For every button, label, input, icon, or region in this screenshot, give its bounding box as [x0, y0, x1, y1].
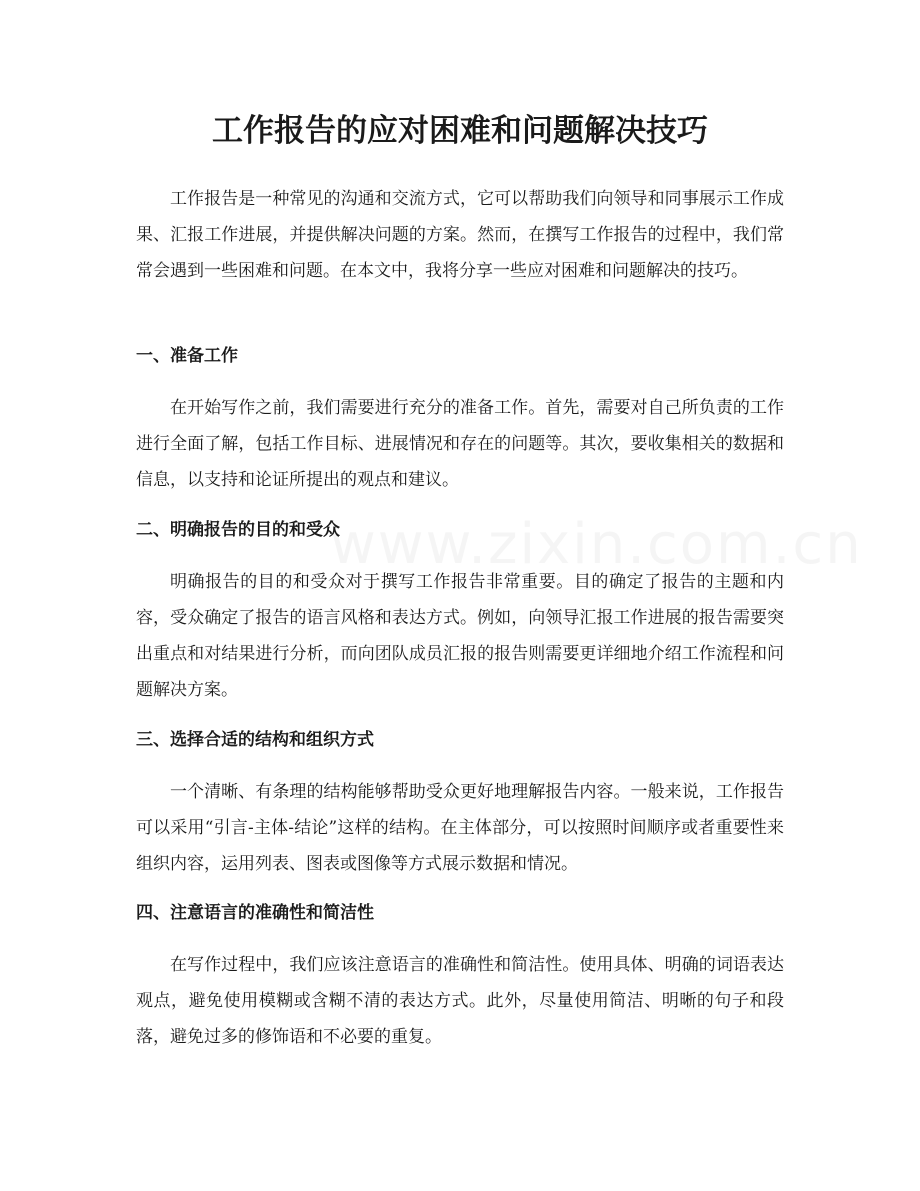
section-heading-3: 三、选择合适的结构和组织方式: [136, 730, 374, 750]
document-title: 工作报告的应对困难和问题解决技巧: [212, 113, 708, 149]
section-body-3: 一个清晰、有条理的结构能够帮助受众更好地理解报告内容。一般来说，工作报告可以采用“引言-主体-结论”这样的结构。在主体部分，可以按照时间顺序或者重要性来组织内容，运用列表、图表或图像等方式展示数据和情况。: [136, 782, 784, 874]
watermark: www.zixin.com.cn: [330, 512, 863, 577]
section-heading-2: 二、明确报告的目的和受众: [136, 520, 340, 540]
section-heading-4: 四、注意语言的准确性和简洁性: [136, 903, 374, 923]
section-heading-1: 一、准备工作: [136, 346, 238, 366]
intro-paragraph: 工作报告是一种常见的沟通和交流方式，它可以帮助我们向领导和同事展示工作成果、汇报工作进展，并提供解决问题的方案。然而，在撰写工作报告的过程中，我们常常会遇到一些困难和问题。在本文中，我将分享一些应对困难和问题解决的技巧。: [136, 189, 784, 281]
section-body-2: 明确报告的目的和受众对于撰写工作报告非常重要。目的确定了报告的主题和内容，受众确定了报告的语言风格和表达方式。例如，向领导汇报工作进展的报告需要突出重点和对结果进行分析，而向团队成员汇报的报告则需要更详细地介绍工作流程和问题解决方案。: [136, 572, 784, 700]
section-body-4: 在写作过程中，我们应该注意语言的准确性和简洁性。使用具体、明确的词语表达观点，避免使用模糊或含糊不清的表达方式。此外，尽量使用简洁、明晰的句子和段落，避免过多的修饰语和不必要的重复。: [136, 955, 784, 1047]
section-body-1: 在开始写作之前，我们需要进行充分的准备工作。首先，需要对自己所负责的工作进行全面了解，包括工作目标、进展情况和存在的问题等。其次，要收集相关的数据和信息，以支持和论证所提出的观点和建议。: [136, 398, 784, 490]
